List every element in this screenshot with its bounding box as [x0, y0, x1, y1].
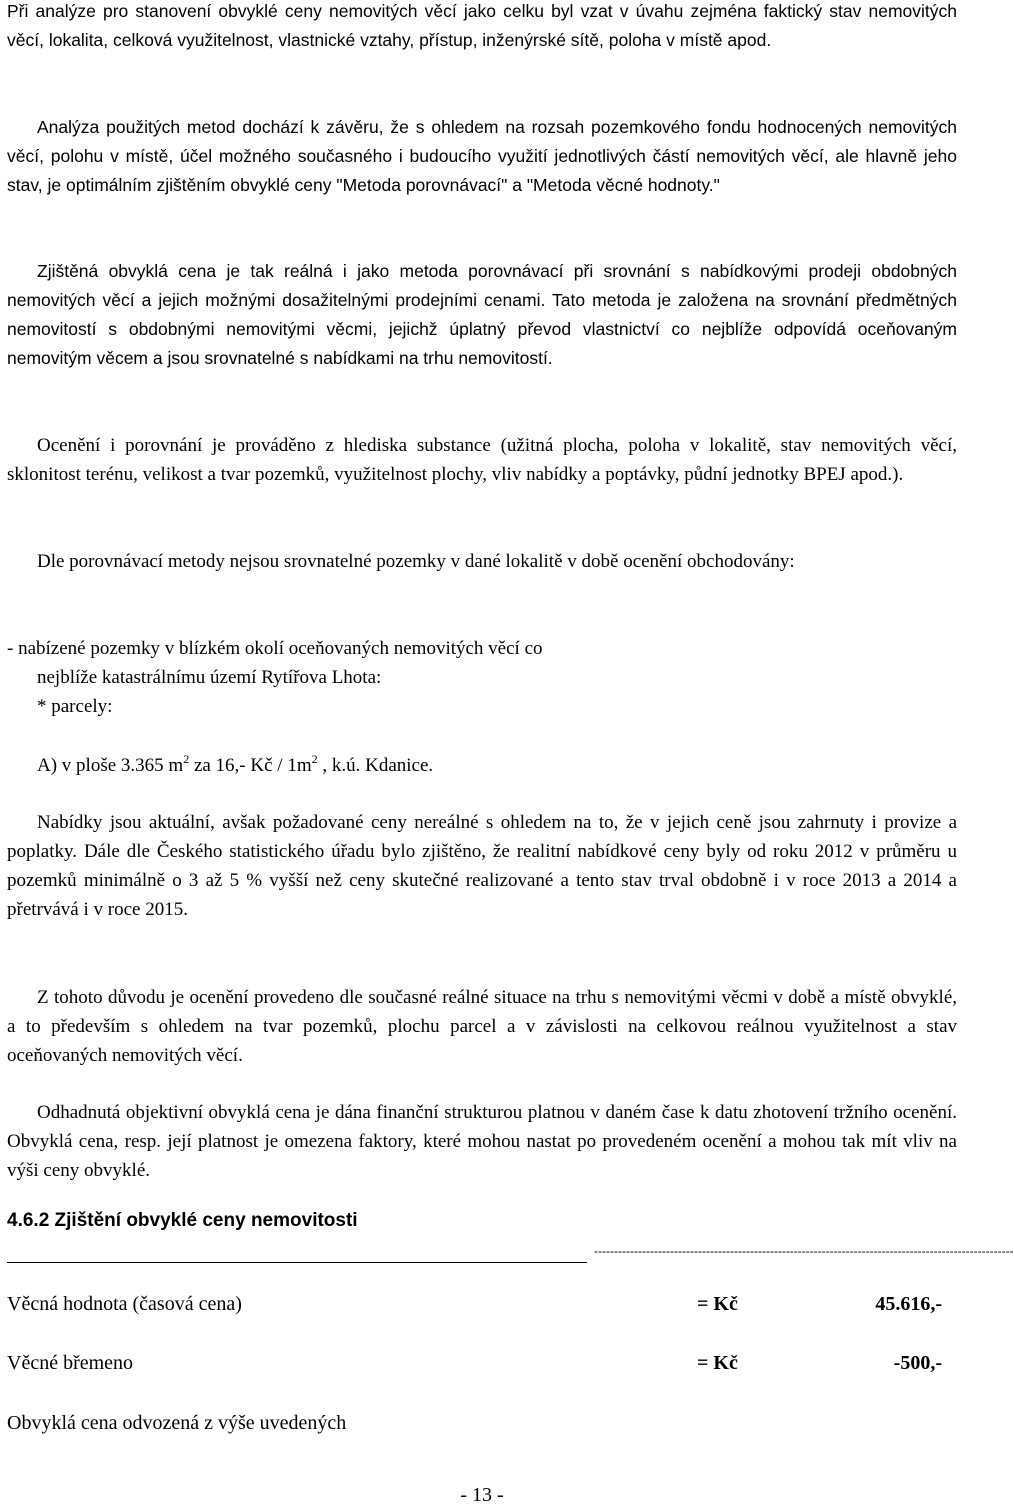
offer-parcel-a: A) v ploše 3.365 $m^2$ za 16,- Kč / $1m^2$ , k.ú. Kdanice. — [37, 752, 434, 776]
heading-underline — [7, 1262, 587, 1263]
row-value: 45.616,- — [875, 1293, 942, 1315]
footer-line: Obvyklá cena odvozená z výše uvedených — [7, 1412, 347, 1434]
section-heading: 4.6.2 Zjištění obvyklé ceny nemovitosti — [7, 1210, 358, 1231]
row-value: -500,- — [893, 1352, 942, 1374]
row-label: Věcná hodnota (časová cena) — [7, 1293, 242, 1315]
row-vecne-bremeno — [7, 1352, 942, 1382]
paragraph-comparison-method: Dle porovnávací metody nejsou srovnatelné pozemky v dané lokalitě v době ocenění obchodovány: — [37, 551, 795, 572]
row-vecna-hodnota — [7, 1293, 942, 1323]
paragraph-methods: Analýza použitých metod dochází k závěru, že s ohledem na rozsah pozemkového fondu hodnocených nemovitých věcí, polohu v místě, účel možného současného i budoucího využití jednotlivých částí nemovitých věcí, ale hlavně jeho stav, je optimálním zjištěním obvyklé ceny "Metoda porovnávací" a "Metoda věcné hodnoty." — [7, 117, 957, 195]
dashed-separator: --------------------------------------------------------------------------------------------------------- — [594, 1244, 1014, 1258]
row-currency: = Kč — [697, 1352, 738, 1374]
offer-line-3: * parcely: — [37, 696, 113, 717]
row-label: Věcné břemeno — [7, 1352, 134, 1374]
offer-line-1: - nabízené pozemky v blízkém okolí oceňovaných nemovitých věcí co — [7, 638, 543, 659]
paragraph-analysis: Při analýze pro stanovení obvyklé ceny nemovitých věcí jako celku byl vzat v úvahu zejména faktický stav nemovitých věcí, lokalita, celková využitelnost, vlastnické vztahy, přístup, inženýrské sítě, poloha v místě apod. — [7, 1, 957, 50]
paragraph-current-situation: Z tohoto důvodu je ocenění provedeno dle současné reálné situace na trhu s nemovitými věcmi v době a místě obvyklé, a to především s ohledem na tvar pozemků, plochu parcel a v závislosti na celkovou reálnou využitelnost a stav oceňovaných nemovitých věcí. — [7, 987, 957, 1066]
page-number: - 13 - — [460, 1484, 504, 1506]
paragraph-objective-price: Odhadnutá objektivní obvyklá cena je dána finanční strukturou platnou v daném čase k datu zhotovení tržního ocenění. Obvyklá cena, resp. její platnost je omezena faktory, které mohou nastat po provedeném ocenění a mohou tak mít vliv na výši ceny obvyklé. — [7, 1102, 957, 1181]
paragraph-market-price: Zjištěná obvyklá cena je tak reálná i jako metoda porovnávací při srovnání s nabídkovými prodeji obdobných nemovitých věcí a jejich možnými dosažitelnými prodejními cenami. Tato metoda je založena na srovnání předmětných nemovitostí s obdobnými nemovitými věcmi, jejichž úplatný převod vlastnictví co nejblíže odpovídá oceňovaným nemovitým věcem a jsou srovnatelné s nabídkami na trhu nemovitostí. — [7, 261, 957, 368]
offer-line-2: nejblíže katastrálnímu území Rytířova Lhota: — [37, 667, 382, 688]
paragraph-valuation-substance: Ocenění i porovnání je prováděno z hlediska substance (užitná plocha, poloha v lokalitě, stav nemovitých věcí, sklonitost terénu, velikost a tvar pozemků, využitelnost plochy, vliv nabídky a poptávky, půdní jednotky BPEJ apod.). — [7, 435, 957, 485]
document-page — [7, 0, 1014, 1509]
row-currency: = Kč — [697, 1293, 738, 1315]
paragraph-offers-statistics: Nabídky jsou aktuální, avšak požadované ceny nereálné s ohledem na to, že v jejich ceně jsou zahrnuty i provize a poplatky. Dále dle Českého statistického úřadu bylo zjištěno, že realitní nabídkové ceny byly od roku 2012 v průměru u pozemků minimálně o 3 až 5 % vyšší než ceny skutečné realizované a tento stav trval obdobně i v roce 2013 a 2014 a přetrvává i v roce 2015. — [7, 812, 957, 920]
